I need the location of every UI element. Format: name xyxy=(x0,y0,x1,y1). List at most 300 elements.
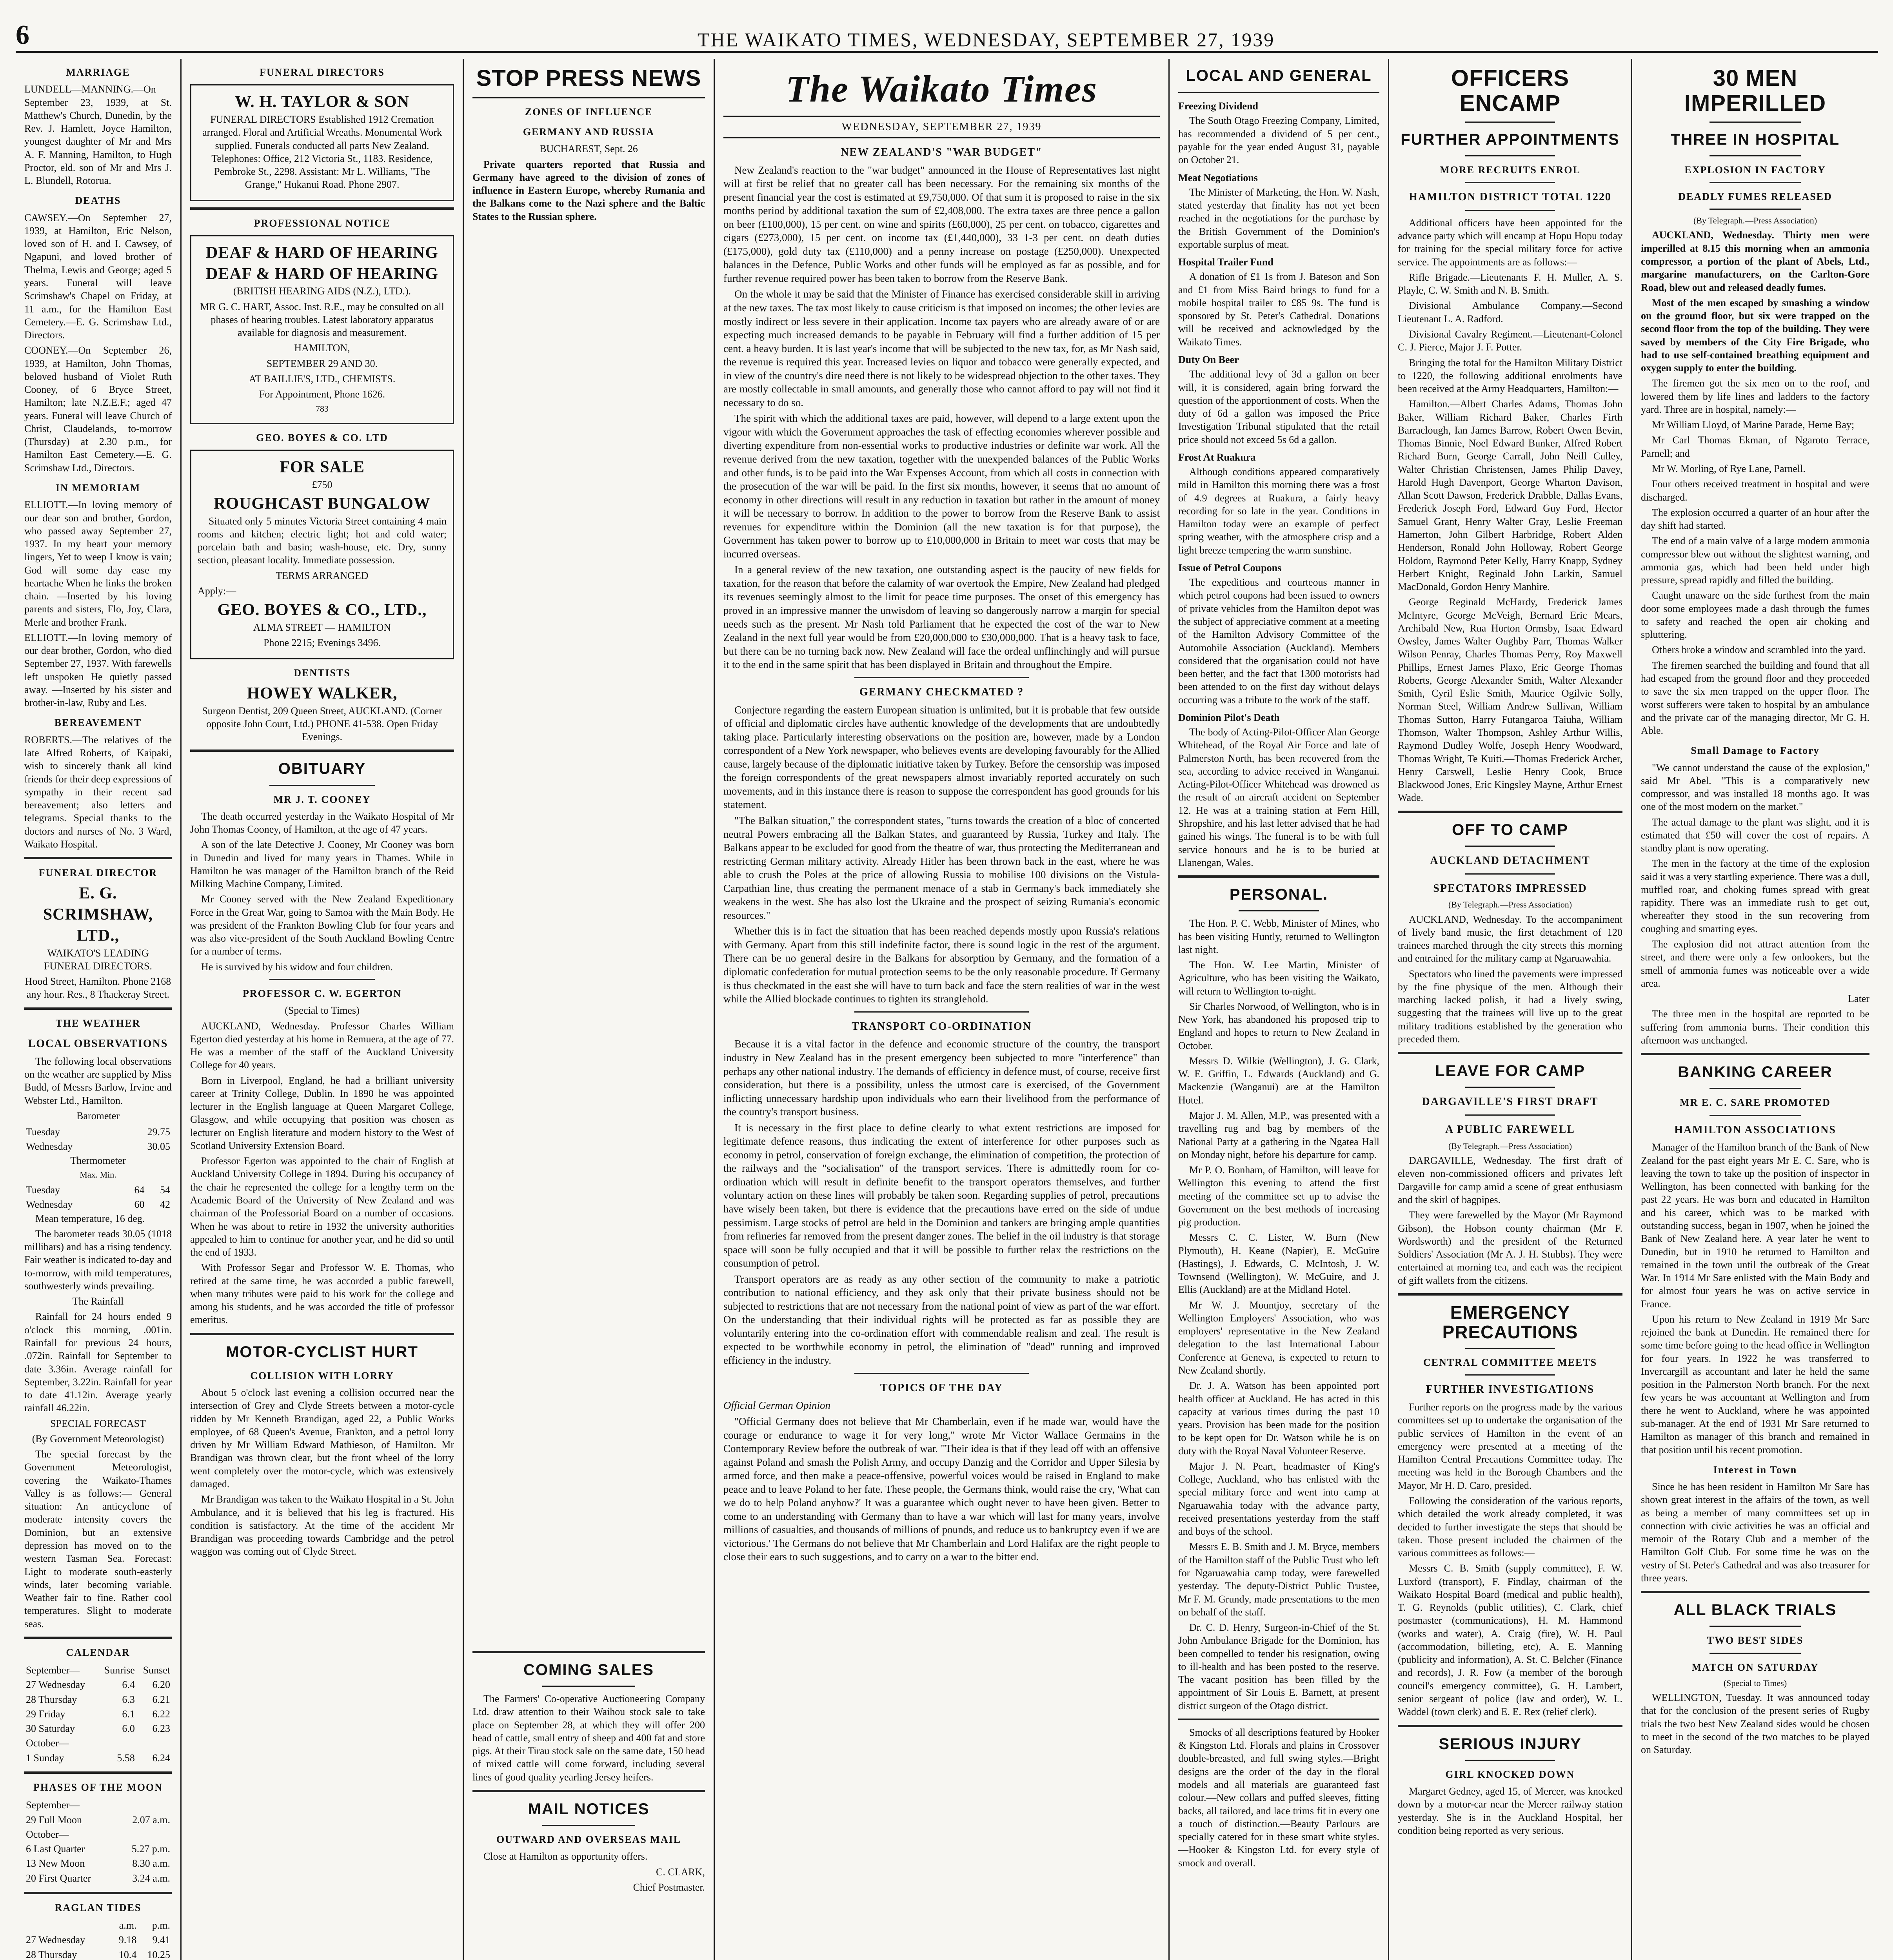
table-cell: 30 Saturday xyxy=(26,1723,75,1735)
weather-subheading: LOCAL OBSERVATIONS xyxy=(28,1037,168,1050)
table-cell: 6.23 xyxy=(152,1723,170,1735)
column-7 xyxy=(1631,59,1878,1960)
stop-press-dateline: BUCHAREST, Sept. 26 xyxy=(540,143,638,155)
table-cell: October— xyxy=(26,1828,69,1840)
divider xyxy=(1465,210,1555,211)
camp-subheading: AUCKLAND DETACHMENT xyxy=(1430,854,1590,867)
imperilled-subheading-3: DEADLY FUMES RELEASED xyxy=(1678,191,1832,203)
divider xyxy=(1641,1591,1869,1593)
imperilled-paragraph: Caught unaware on the side furthest from the main door some employees made a dash through the fumes to safety and reached the open air choking and spluttering. xyxy=(1641,590,1869,641)
hearing-ad-venue: AT BAILLIE'S, LTD., CHEMISTS. xyxy=(249,373,396,385)
personal-heading: PERSONAL. xyxy=(1229,886,1328,904)
mail-notices-heading: MAIL NOTICES xyxy=(528,1800,650,1818)
table-header: p.m. xyxy=(152,1920,170,1931)
stop-press-subheading: ZONES OF INFLUENCE xyxy=(525,106,653,118)
divider xyxy=(190,207,454,210)
editorial-paragraph: New Zealand's reaction to the "war budget" announced in the House of Representatives last night will at first be relief that no greater call has been necessary. For the remaining six months of the present financial year the cost is estimated at £9,750,000. Of that sum it is proposed to raise in the six months period by additional taxation the sum of £2,408,000. The extra taxes are three pence a gallon on beer (£100,000), 15 per cent. on wine and spirits (£60,000), 25 per cent. on tobacco, cigarettes and cigars (£273,000), 15 per cent. on income tax (£1,440,000), 33 1-3 per cent. on death duties (£175,000), gold duty tax (£110,000) and a penny increase on postage (£250,000). Unexpected balances in the Defence, Public Works and other funds will be employed as far as possible, and for further revenue required power has been taken to borrow from the Reserve Bank. xyxy=(723,164,1160,284)
divider xyxy=(1465,122,1555,123)
officers-paragraph: Rifle Brigade.—Lieutenants F. H. Muller, A. S. Playle, C. W. Smith and N. B. Smith. xyxy=(1398,271,1622,296)
emergency-subheading: CENTRAL COMMITTEE MEETS xyxy=(1423,1357,1597,1368)
emergency-paragraph: Messrs C. B. Smith (supply committee), F. W. Luxford (transport), F. Findlay, chairman of the Waikato Hospital Board (medical and public health), T. G. Reynolds (public utilities), C. Clark, chief postmaster (communications), H. M. Hammond (works and water), A. Craig (fire), W. H. Paul (accommodation, billeting, etc), A. E. Manning (publicity and information), A. St. C. Belcher (Finance and records), J. R. Fow (a member of the borough council's emergency committee), G. H. Lambert, senior sergeant of police (law and order), W. L. Waddel (town clerk) and E. E. Rex (relief clerk). xyxy=(1398,1563,1622,1718)
smocks-advertisement: Smocks of all descriptions featured by Hooker & Kingston Ltd. Florals and plains in Crossover double-breasted, and full swing styles.—Bright designs are the order of the day in the floral models and all materials are guaranteed fast colour.—New collars and puffed sleeves, fitting backs, all tailored, and lace trims fit in every one a touch of distinction.—Beauty Parlours are specially catered for in these smart white styles.—Hooker & Kingston Ltd. for every style of smock and overall. xyxy=(1178,1726,1379,1869)
hearing-ad-ref: 783 xyxy=(316,403,329,414)
divider xyxy=(1398,1052,1622,1054)
divider xyxy=(854,1011,1029,1013)
divider xyxy=(472,97,705,98)
forecast-text: The special forecast by the Government Meteorologist, covering the Waikato-Thames Valley is as follows:— General situation: An anticyclone of moderate intensity covers the Dominion, but an extensive depression has moved on to the western Tasman Sea. Forecast: Light to moderate south-easterly winds, later becoming variable. Weather fair to fine. Rather cool temperatures. Slight to moderate seas. xyxy=(24,1448,172,1630)
table-cell xyxy=(136,1736,172,1750)
table-cell: 3.24 a.m. xyxy=(132,1872,170,1884)
camp-press: (By Telegraph.—Press Association) xyxy=(1448,900,1572,910)
officers-subheading: FURTHER APPOINTMENTS xyxy=(1401,131,1620,148)
divider xyxy=(1398,811,1622,813)
thermometer-columns: Max. Min. xyxy=(80,1169,116,1180)
table-row xyxy=(24,1721,172,1736)
camp-paragraph: AUCKLAND, Wednesday. To the accompaniment of lively band music, the first detachment of 120 trainees marched through the city streets this morning and entrained for the military camp at Ngaruawahia. xyxy=(1398,913,1622,964)
bereavement-heading: BEREAVEMENT xyxy=(54,717,142,729)
divider xyxy=(1178,875,1379,878)
hearing-ad-text: MR G. C. HART, Assoc. Inst. R.E., may be consulted on all phases of hearing troubles. Latest laboratory apparatus available for diagnosis and measurement. xyxy=(200,301,444,339)
table-cell: 28 Thursday xyxy=(26,1949,77,1960)
table-cell: 27 Wednesday xyxy=(26,1934,85,1946)
table-cell: 28 Thursday xyxy=(26,1693,77,1705)
thermometer-table xyxy=(24,1183,172,1212)
deaths-heading: DEATHS xyxy=(75,195,121,207)
weather-heading: THE WEATHER xyxy=(55,1017,141,1029)
motorcyclist-subheading: COLLISION WITH LORRY xyxy=(250,1370,394,1381)
imperilled-lead: AUCKLAND, Wednesday. Thirty men were imperilled at 8.15 this morning when an ammonia compressor, a portion of the plant of Abels, Ltd., margarine manufacturers, on the Carlton-Gore Road, blew out and released deadly fumes. xyxy=(1641,229,1869,293)
table-row xyxy=(24,1677,172,1692)
funeral-ad-name: W. H. TAYLOR & SON xyxy=(234,93,410,111)
obituary-subheading: MR J. T. COONEY xyxy=(273,793,371,805)
table-cell: 1 Sunday xyxy=(26,1752,64,1764)
table-row xyxy=(24,1871,172,1886)
leave-paragraph: DARGAVILLE, Wednesday. The first draft of eleven non-commissioned officers and privates left Dargaville for camp amid a scene of great enthusiasm and the skirl of bagpipes. xyxy=(1398,1155,1622,1206)
mean-temperature: Mean temperature, 16 deg. xyxy=(35,1212,145,1224)
divider xyxy=(1398,1293,1622,1296)
obituary-paragraph: With Professor Segar and Professor W. E. Thomas, who retired at the same time, he was accorded a public farewell, when many tributes were paid to his work for the college and among his students, and he was accorded the title of professor emeritus. xyxy=(190,1262,454,1326)
obituary-subheading-2: PROFESSOR C. W. EGERTON xyxy=(242,988,402,1000)
divider xyxy=(24,857,172,859)
funeral-directors-ad xyxy=(190,84,454,201)
table-cell: 9.18 xyxy=(118,1934,137,1946)
rainfall-text: Rainfall for 24 hours ended 9 o'clock this morning, .001in. Rainfall for previous 24 hours, .072in. Rainfall for September to date 3.36in. Average rainfall for September, 3.22in. Rainfall for year to date 41.12in. Average yearly rainfall 46.22in. xyxy=(24,1311,172,1414)
imperilled-heading: 30 MEN IMPERILLED xyxy=(1684,65,1826,116)
leave-press: (By Telegraph.—Press Association) xyxy=(1448,1141,1572,1151)
table-cell: 6.3 xyxy=(122,1693,135,1705)
divider xyxy=(190,750,454,752)
editorial-heading: NEW ZEALAND'S "WAR BUDGET" xyxy=(841,146,1043,158)
personal-paragraph: The Hon. W. Lee Martin, Minister of Agriculture, who has been visiting the Waikato, will return to Wellington to-night. xyxy=(1178,959,1379,997)
germany-paragraph: Conjecture regarding the eastern European situation is unlimited, but it is probable that few outside of official and diplomatic circles have authentic knowledge of the developments that are undoubtedly taking place. Particularly interesting observations on the position are, however, made by a London correspondent of a New York newspaper, who believes events are developing favourably for the Allied cause, largely because of the diplomatic initiative taken by Turkey. Before the censorship was imposed the foreign correspondents of the great newspapers almost invariably reported accurately on such movements, and in this instance there is reason to suppose the correspondent has good grounds for his statement. xyxy=(723,704,1160,811)
divider xyxy=(24,1771,172,1774)
funeral-director-heading: FUNERAL DIRECTOR xyxy=(38,867,158,879)
divider xyxy=(1465,846,1555,847)
obituary-special: (Special to Times) xyxy=(285,1005,360,1016)
item-title: Dominion Pilot's Death xyxy=(1178,711,1280,723)
officers-paragraph: Bringing the total for the Hamilton Military District to 1220, the following additional enrolments have been received at the Army Headquarters, Hamilton:— xyxy=(1398,357,1622,395)
table-cell: September— xyxy=(26,1799,80,1811)
funeral-directors-heading: FUNERAL DIRECTORS xyxy=(260,67,385,78)
divider xyxy=(24,1007,172,1010)
mail-notices-text: Close at Hamilton as opportunity offers. xyxy=(483,1851,648,1862)
imperilled-paragraph: Mr William Lloyd, of Marine Parade, Herne Bay; xyxy=(1652,419,1855,431)
table-cell: 2.07 a.m. xyxy=(132,1814,170,1826)
marriage-notice: LUNDELL—MANNING.—On September 23, 1939, at St. Matthew's Church, Dunedin, by the Rev. J. Hamlett, Joyce Hamilton, youngest daughter of Mr and Mrs A. F. Manning, Hamilton, to Hugh Proctor, eld. son of Mr and Mrs J. L. Blundell, Rotorua. xyxy=(24,83,172,187)
injury-text: Margaret Gedney, aged 15, of Mercer, was knocked down by a motor-car near the Mercer railway station yesterday. She is in the Auckland Hospital, her condition being reported as very serious. xyxy=(1398,1785,1622,1836)
table-cell: 10.4 xyxy=(118,1949,137,1960)
personal-paragraph: Sir Charles Norwood, of Wellington, who is in New York, has abandoned his proposed trip to England and hopes to return to New Zealand in October. xyxy=(1178,1000,1379,1051)
dentist-name: HOWEY WALKER, xyxy=(247,684,398,702)
emergency-paragraph: Following the consideration of the various reports, which detailed the work already completed, it was decided to further investigate the steps that should be taken. Those present included the chairmen of the various committees as follows:— xyxy=(1398,1495,1622,1559)
divider xyxy=(24,1637,172,1639)
item-text: The additional levy of 3d a gallon on beer will, it is considered, again bring forward the question of the apportionment of costs. When the duty of 6d a gallon was imposed the Price Investigation Tribunal stipulated that the retail price should not exceed 5s 6d a gallon. xyxy=(1178,368,1379,445)
memoriam-heading: IN MEMORIAM xyxy=(55,482,141,494)
weather-intro: The following local observations on the weather are supplied by Miss Budd, of Messrs Barlow, Irvine and Webster Ltd., Hamilton. xyxy=(24,1055,172,1106)
motorcyclist-paragraph: Mr Brandigan was taken to the Waikato Hospital in a St. John Ambulance, and it is believed that his leg is fractured. His condition is satisfactory. At the time of the accident Mr Brandigan was proceeding towards Cambridge and the petrol waggon was coming out of Clyde Street. xyxy=(190,1494,454,1557)
table-cell: Wednesday xyxy=(26,1141,73,1152)
divider xyxy=(1641,1053,1869,1055)
divider xyxy=(1465,1114,1555,1116)
barometer-label: Barometer xyxy=(76,1110,120,1122)
divider xyxy=(1465,1760,1555,1761)
divider xyxy=(1178,1719,1379,1720)
editorial-date: WEDNESDAY, SEPTEMBER 27, 1939 xyxy=(723,116,1160,138)
table-cell xyxy=(116,1798,172,1812)
officers-paragraph: Divisional Ambulance Company.—Second Lieutenant L. A. Radford. xyxy=(1398,300,1622,325)
germany-heading: GERMANY CHECKMATED ? xyxy=(859,686,1024,698)
stop-press-text: Private quarters reported that Russia and Germany have agreed to the division of zones of influence in Eastern Europe, whereby Rumania and the Balkans come to the Nazi sphere and the Baltic States to the Russian sphere. xyxy=(472,158,705,222)
imperilled-paragraph: "We cannot understand the cause of the explosion," said Mr Abel. "This is a comparatively new compressor, and was installed 18 months ago. It was one of the most modern on the market." xyxy=(1641,762,1869,813)
divider xyxy=(854,1373,1029,1374)
table-cell: 29.75 xyxy=(147,1126,170,1138)
editorial-paragraph: In a general review of the new taxation, one outstanding aspect is the paucity of new fields for taxation, for the reason that before the calamity of war overtook the Empire, New Zealand had pledged its revenues seemingly almost to the limit for peace time purposes. The onset of this emergency has proved in an impressive manner the unwisdom of leaving so dangerously narrow a margin for special needs such as the present. Mr Nash told Parliament that he expected the cost of the war to New Zealand in the next full year would be from £20,000,000 to £30,000,000. That is a heavy task to face, but there can be no turning back now. New Zealand will face the ordeal unflinchingly and will pursue it to the end in the same spirit that has been displayed in Britain and throughout the Empire. xyxy=(723,564,1160,671)
table-cell: 29 Full Moon xyxy=(26,1814,82,1826)
rainfall-label: The Rainfall xyxy=(72,1296,124,1307)
table-cell: 10.25 xyxy=(147,1949,170,1960)
divider xyxy=(1398,1725,1622,1727)
table-cell: 60 xyxy=(134,1199,145,1210)
funeral-director-tagline: WAIKATO'S LEADING FUNERAL DIRECTORS. xyxy=(44,947,152,972)
table-cell: October— xyxy=(26,1737,69,1749)
funeral-director-address: Hood Street, Hamilton. Phone 2168 any hour. Res., 8 Thackeray Street. xyxy=(25,976,171,1000)
imperilled-subheading: THREE IN HOSPITAL xyxy=(1670,131,1840,148)
table-cell: Tuesday xyxy=(26,1126,60,1138)
thermometer-label: Thermometer xyxy=(70,1154,126,1166)
table-row xyxy=(24,1918,172,1933)
personal-paragraph: Dr. C. D. Henry, Surgeon-in-Chief of the St. John Ambulance Brigade for the Dominion, has been compelled to tender his resignation, owing to ill-health and has been posted to the reserve. The vacant position has been filled by the appointment of Sir Louis E. Barnett, at present district surgeon of the Otago district. xyxy=(1178,1622,1379,1711)
imperilled-later: Later xyxy=(1848,993,1869,1005)
imperilled-paragraph: The firemen got the six men on to the roof, and lowered them by life lines and ladders to the factory yard. Three are in hospital, namely:— xyxy=(1641,377,1869,415)
topics-paragraph: "Official Germany does not believe that Mr Chamberlain, even if he made war, would have the courage or endurance to wage it for very long," wrote Mr Victor Wallace Germains in the Contemporary Review before the outbreak of war. "Their idea is that if they lead off with an offensive against Poland and smash the Polish Army, and occupy Danzig and the Corridor and Upper Silesia by armed force, and then make a peace-offensive, powerful voices would be raised in England to make peace and to leave Poland to her fate. These people, the Germans think, would raise the cry, 'What can we do to help Poland anyhow?' It was a guarantee which ought never to have been given. Better to come to an understanding with Germany than to have a war which will last for many years, involve millions of casualties, and thousands of millions of pounds, and reduce us to bankruptcy even if we are victorious.' The Germans do not believe that Mr Chamberlain and Lord Halifax are the right people to close their ears to such suggestions, and to carry on a war to the bitter end. xyxy=(723,1415,1160,1563)
table-cell: 6.24 xyxy=(152,1752,170,1764)
table-header: Sunset xyxy=(143,1664,170,1676)
masthead: The Waikato Times xyxy=(786,68,1097,110)
imperilled-paragraph: Others broke a window and scrambled into the yard. xyxy=(1652,644,1866,656)
motorcyclist-heading: MOTOR-CYCLIST HURT xyxy=(226,1343,418,1361)
local-general-heading: LOCAL AND GENERAL xyxy=(1186,67,1372,84)
table-cell: 6 Last Quarter xyxy=(26,1843,85,1855)
for-sale-apply: Apply:— xyxy=(198,585,236,597)
officers-heading: OFFICERS ENCAMP xyxy=(1451,65,1570,116)
personal-paragraph: Messrs D. Wilkie (Wellington), J. G. Clark, W. E. Griffin, L. Edwards (Auckland) and G. Mackenzie (Wanganui) are at the Hamilton Hotel. xyxy=(1178,1055,1379,1106)
calendar-heading: CALENDAR xyxy=(66,1646,130,1658)
imperilled-paragraph: Mr Carl Thomas Ekman, of Ngaroto Terrace, Parnell; and xyxy=(1641,434,1869,459)
injury-heading: SERIOUS INJURY xyxy=(1439,1735,1582,1753)
emergency-paragraph: Further reports on the progress made by the various committees set up to undertake the organisation of the public services of Hamilton in the event of an emergency were presented at a meeting of the Hamilton Central Precautions Committee today. The meeting was held in the Borough Chambers and the Mayor, Mr H. D. Caro, presided. xyxy=(1398,1401,1622,1491)
table-cell: 6.1 xyxy=(122,1708,135,1720)
for-sale-price: £750 xyxy=(312,479,332,490)
table-cell: 9.41 xyxy=(152,1934,170,1946)
obituary-heading: OBITUARY xyxy=(278,760,366,778)
personal-paragraph: The Hon. P. C. Webb, Minister of Mines, who has been visiting Huntly, returned to Wellington last night. xyxy=(1178,918,1379,955)
column-2 xyxy=(180,59,463,1960)
item-text: The body of Acting-Pilot-Officer Alan George Whitehead, of the Royal Air Force and late of Palmerston North, has been recovered from the sea, according to advice received in Wanganui. Acting-Pilot-Officer Whitehead was drowned as the result of an aircraft accident on September 12. He was at a training station at Fern Hill, Shropshire, and his last letter advised that he had gained his wings. The funeral is to be with full service honours and he is to be buried at Llanengan, Wales. xyxy=(1178,726,1379,868)
divider xyxy=(269,979,375,980)
allblack-heading: ALL BLACK TRIALS xyxy=(1673,1601,1837,1619)
transport-paragraph: It is necessary in the first place to define clearly to what extent restrictions are imposed for legitimate defence reasons, thus indicating the extent of interference for other purposes such as economy in petrol, conservation of foreign exchange, the elimination of competition, the protection of the railways and the "socialisation" of the transport services. There is admittedly room for co-ordination which will result in definite benefit to the transport operators themselves, and further voluntary action on these lines will probably be taken soon. Regarding supplies of petrol, precautions have wisely been taken, but there is evidence that the precautions have erred on the side of undue pessimism. Large stocks of petrol are held in the Dominion and tankers are bringing ample quantities from refineries far removed from the present danger zones. The belief in the oil industry is that storage space will soon be fully occupied and that it will be possible to further relax the restrictions on the consumption of petrol. xyxy=(723,1122,1160,1269)
officers-paragraph: Divisional Cavalry Regiment.—Lieutenant-Colonel C. J. Pierce, Major J. F. Potter. xyxy=(1398,328,1622,353)
for-sale-type: ROUGHCAST BUNGALOW xyxy=(214,494,431,513)
divider xyxy=(1710,1626,1801,1627)
table-cell: 6.20 xyxy=(152,1679,170,1691)
table-cell: 6.0 xyxy=(122,1723,135,1735)
memoriam-notice: ELLIOTT.—In loving memory of our dear brother, Gordon, who died September 27, 1937. With farewells left unspoken He quietly passed away. —Inserted by his sister and brother-in-law, Ruby and Les. xyxy=(24,632,172,709)
for-sale-ad xyxy=(190,450,454,659)
column-6 xyxy=(1388,59,1631,1960)
officers-subheading-2: MORE RECRUITS ENROL xyxy=(1440,164,1581,176)
leave-subheading-2: A PUBLIC FAREWELL xyxy=(1445,1123,1575,1136)
weather-text: The barometer reads 30.05 (1018 millibars) and has a rising tendency. Fair weather is indicated to-day and to-morrow, with mild temperatures, southwesterly winds prevailing. xyxy=(24,1228,172,1292)
column-5 xyxy=(1168,59,1388,1960)
column-1 xyxy=(16,59,180,1960)
imperilled-subheading-2: EXPLOSION IN FACTORY xyxy=(1684,164,1826,176)
officers-subheading-3: HAMILTON DISTRICT TOTAL 1220 xyxy=(1409,191,1611,203)
boyes-heading: GEO. BOYES & CO. LTD xyxy=(256,432,388,443)
bereavement-notice: ROBERTS.—The relatives of the late Alfred Roberts, of Kaipaki, wish to sincerely thank all kind friends for their deep expressions of sympathy in their recent sad bereavement; also letters and telegrams. Special thanks to the doctors and nurses of No. 3 Ward, Waikato Hospital. xyxy=(24,734,172,850)
funeral-ad-text: FUNERAL DIRECTORS Established 1912 Cremation arranged. Floral and Artificial Wreaths. Monumental Work supplied. Funerals conducted all parts New Zealand. Telephones: Office, 212 Victoria St., 1183. Residence, Pembroke St., 2298. Assistant: Mr L. Williams, "The Grange," Hukanui Road. Phone 2907. xyxy=(202,114,442,191)
germany-paragraph: Whether this is in fact the situation that has been reached depends mostly upon Russia's relations with Germany. Apart from this still indefinite factor, there is sound logic in the rest of the argument. There can be no general desire in the Balkans for absorption by Germany, and the formation of a diplomatic confederation for mutual protection seems to be the only reasonable procedure. If Germany is thus checkmated in the east she will have to turn back and face the stern realities of war in the west while the Allied blockade continues to tighten its stranglehold. xyxy=(723,925,1160,1005)
stop-press-heading: STOP PRESS NEWS xyxy=(476,65,701,91)
table-row xyxy=(24,1183,172,1197)
divider xyxy=(1710,209,1801,210)
table-cell: 6.4 xyxy=(122,1679,135,1691)
stop-press-subheading-2: GERMANY AND RUSSIA xyxy=(523,126,655,138)
table-cell xyxy=(97,1736,136,1750)
obituary-paragraph: The death occurred yesterday in the Waikato Hospital of Mr John Thomas Cooney, of Hamilton, at the age of 47 years. xyxy=(190,810,454,835)
hearing-ad-place: HAMILTON, xyxy=(294,342,350,354)
table-row xyxy=(24,1139,172,1154)
death-notice: CAWSEY.—On September 27, 1939, at Hamilton, Eric Nelson, loved son of H. and I. Cawsey, of Ngapuni, and loved brother of Thelma, Lewis and George; aged 5 years. Funeral will leave Scrimshaw's Chapel on Friday, at 11 a.m., for the Hamilton East Cemetery.—E. G. Scrimshaw Ltd., Directors. xyxy=(24,212,172,341)
mail-notices-signature-title: Chief Postmaster. xyxy=(633,1881,705,1893)
running-header xyxy=(16,16,1878,53)
divider xyxy=(1710,1088,1801,1089)
forecast-label: SPECIAL FORECAST xyxy=(50,1417,146,1429)
table-cell: Tuesday xyxy=(26,1184,60,1196)
table-cell: 54 xyxy=(160,1184,170,1196)
tides-heading: RAGLAN TIDES xyxy=(55,1902,142,1913)
divider xyxy=(1178,92,1379,93)
imperilled-subheading-4: Small Damage to Factory xyxy=(1691,745,1820,757)
banking-paragraph: Manager of the Hamilton branch of the Bank of New Zealand for the past eight years Mr E. C. Sare, who is leaving the town to take up the position of inspector in Wellington, has been connected with banking for the past 22 years. He was born and educated in Hamilton and his career, which was to be marked with outstanding success, began in 1907, when he joined the Bank of New Zealand here. A year later he went to Dunedin, but in 1910 he returned to Hamilton and remained in the town until the outbreak of the Great War. In 1914 Mr Sare enlisted with the Main Body and for almost four years he was on active service in France. xyxy=(1641,1142,1869,1310)
coming-sales-text: The Farmers' Co-operative Auctioneering Company Ltd. draw attention to their Waihou stock sale to take place on September 28, at which they will offer 200 head of cattle, small entry of sheep and 400 fat and store pigs. At their Tirau stock sale on the same date, 150 head of mixed cattle will come forward, including several lines of good quality yearling Jersey heifers. xyxy=(472,1693,705,1783)
marriage-heading: MARRIAGE xyxy=(66,67,130,78)
table-row xyxy=(24,1751,172,1765)
item-text: A donation of £1 1s from J. Bateson and Son and £1 from Miss Baird brings to fund for a mobile hospital trailer to £85 9s. The fund is sponsored by St. Peter's Cathedral. Donations will be received and acknowledged by the Waikato Times. xyxy=(1178,271,1379,348)
table-cell: 6.21 xyxy=(152,1693,170,1705)
germany-paragraph: "The Balkan situation," the correspondent states, "turns towards the creation of a bloc of concerted neutral Powers embracing all the Balkan States, and guaranteed by Russia, Turkey and Italy. The Balkans appear to be excluded for good from the theatre of war, thus protecting the Mediterranean and restricting German military activity. Already Hitler has been thrown back in the east, where he was able to crush the Poles at the price of allowing Russia to mobilise 100 divisions on the Vistula-Carpathian line, thus creating the permanent menace of a stab in Germany's back immediately she weakens in the west. She has also lost the Ukraine and the prospect of seizing Rumania's economic resources." xyxy=(723,814,1160,921)
moon-heading: PHASES OF THE MOON xyxy=(33,1781,163,1793)
divider xyxy=(1465,1087,1555,1088)
calendar-table xyxy=(24,1663,172,1765)
officers-paragraph: Additional officers have been appointed for the advance party which will encamp at Hopu Hopu today for training for the special military force for active service. The appointments are as follows:— xyxy=(1398,217,1622,268)
page-number: 6 xyxy=(16,20,29,50)
banking-subheading-3: Interest in Town xyxy=(1713,1464,1797,1475)
moon-table xyxy=(24,1798,172,1886)
divider xyxy=(1465,873,1555,875)
allblack-subheading: TWO BEST SIDES xyxy=(1707,1635,1804,1646)
divider xyxy=(1710,155,1801,156)
death-notice: COONEY.—On September 26, 1939, at Hamilton, John Thomas, beloved husband of Violet Ruth Cooney, of 6 Bryce Street, Hamilton; late N.Z.E.F.; aged 47 years. Funeral will leave Church of Christ, Claudelands, to-morrow (Thursday) at 2.30 p.m., for Hamilton East Cemetery.—E. G. Scrimshaw Ltd., Directors. xyxy=(24,345,172,474)
allblack-text: WELLINGTON, Tuesday. It was announced today that for the conclusion of the present series of Rugby trials the two best New Zealand sides would be chosen to meet in the second of the two matches to be played on Saturday. xyxy=(1641,1692,1869,1756)
imperilled-paragraph: The actual damage to the plant was slight, and it is estimated that £50 will cover the cost of repairs. A standby plant is now operating. xyxy=(1641,816,1869,854)
table-row xyxy=(24,1798,172,1812)
table-cell: 8.30 a.m. xyxy=(132,1858,170,1869)
item-text: The South Otago Freezing Company, Limited, has recommended a dividend of 5 per cent., payable for the year ended August 31, payable on October 21. xyxy=(1178,115,1379,166)
table-row xyxy=(24,1933,172,1947)
personal-paragraph: Major J. M. Allen, M.P., was presented with a travelling rug and bag by members of the National Party at a gathering in the Ngatea Hall on Monday night, before his departure for camp. xyxy=(1178,1109,1379,1160)
item-text: The expeditious and courteous manner in which petrol coupons had been issued to owners of private vehicles from the Hamilton depot was the subject of appreciative comment at a meeting of the Hamilton Advisory Committee of the Automobile Association (Auckland). Members considered that the organisation could not have been better, and the fact that 1300 motorists had been attended to on the first day without delays occurring was a tribute to the work of the staff. xyxy=(1178,577,1379,706)
table-row xyxy=(24,1125,172,1139)
divider xyxy=(854,677,1029,678)
obituary-paragraph: A son of the late Detective J. Cooney, Mr Cooney was born in Dunedin and lived for many years in Thames. While in Hamilton he was manager of the Hamilton branch of the Reid Milking Machine Company, Limited. xyxy=(190,839,454,890)
tides-table xyxy=(24,1918,172,1960)
transport-paragraph: Because it is a vital factor in the defence and economic structure of the country, the transport industry in New Zealand has in the present emergency been subjected to more "interference" than perhaps any other national industry. The demands of efficiency in defence must, of course, receive first consideration, but there is a possibility, unless the utmost care is exercised, of the Government inflicting unnecessary hardship upon individuals who earn their livelihood from the performance of the country's transport business. xyxy=(723,1038,1160,1118)
editorial-paragraph: The spirit with which the additional taxes are paid, however, will depend to a large extent upon the vigour with which the Government approaches the task of effecting economies wherever possible and diverting expenditure from non-essential works to productive industries or definite war work. All the revenue derived from the new taxation, together with the unexpended balances of the Public Works and other funds, is to be paid into the War Expenses Account, from which all costs in connection with the prosecution of the war will be paid. In the first six months, however, it seems that no amount of economy in other directions will result in any reduction in taxation but rather in the amount of money it will be necessary to borrow. In addition to the power to borrow from the Reserve Bank to assist revenues for expenditure within the Dominion (all the new taxation is for that purpose), the Government has taken power to borrow up to £10,000,000 in Britain to meet war costs that may be incurred overseas. xyxy=(723,412,1160,560)
divider xyxy=(24,1892,172,1894)
table-cell: Wednesday xyxy=(26,1199,73,1210)
item-title: Hospital Trailer Fund xyxy=(1178,256,1274,268)
table-cell: 64 xyxy=(134,1184,145,1196)
divider xyxy=(1239,910,1319,911)
banking-subheading: MR E. C. SARE PROMOTED xyxy=(1680,1097,1831,1109)
personal-paragraph: Mr W. J. Mountjoy, secretary of the Wellington Employers' Association, who was employers' representative in the New Zealand delegation to the last International Labour Conference at Geneva, is expected to return to New Zealand shortly. xyxy=(1178,1299,1379,1376)
obituary-paragraph: He is survived by his widow and four children. xyxy=(201,961,393,973)
obituary-paragraph: Born in Liverpool, England, he had a brilliant university career at Trinity College, Dublin. In 1890 he was appointed lecturer in the English language at Queen Margaret College, Glasgow, and while occupying that position was chosen as lecturer on English literature and modern history to the West of Scotland University Extension Board. xyxy=(190,1074,454,1151)
divider xyxy=(472,1790,705,1792)
hearing-ad-sub: (BRITISH HEARING AIDS (N.Z.), LTD.). xyxy=(233,285,411,297)
table-header xyxy=(24,1918,105,1933)
item-text: The Minister of Marketing, the Hon. W. Nash, stated yesterday that finality has not yet been reached in the negotiations for the purchase by the British Government of the Dominion's exportable surplus of meat. xyxy=(1178,186,1379,250)
divider xyxy=(1465,155,1555,156)
mail-notices-signature: C. CLARK, xyxy=(656,1866,705,1878)
forecast-sub: (By Government Meteorologist) xyxy=(32,1433,164,1445)
divider xyxy=(542,1825,635,1826)
table-cell: 20 First Quarter xyxy=(26,1872,91,1884)
obituary-paragraph: Mr Cooney served with the New Zealand Expeditionary Force in the Great War, going to Samoa with the Main Body. He was president of the Frankton Bowling Club for four years and was also vice-president of the South Auckland Bowling Centre for a number of terms. xyxy=(190,893,454,957)
obituary-paragraph: AUCKLAND, Wednesday. Professor Charles William Egerton died yesterday at his home in Remuera, at the age of 77. He was a member of the staff of the Auckland University College for 40 years. xyxy=(190,1020,454,1071)
camp-subheading-2: SPECTATORS IMPRESSED xyxy=(1433,882,1587,895)
banking-heading: BANKING CAREER xyxy=(1678,1063,1833,1081)
table-cell: 13 New Moon xyxy=(26,1858,85,1869)
table-row xyxy=(24,1813,172,1827)
transport-heading: TRANSPORT CO-ORDINATION xyxy=(852,1020,1032,1033)
item-title: Freezing Dividend xyxy=(1178,100,1258,112)
for-sale-address: ALMA STREET — HAMILTON xyxy=(253,622,391,633)
obituary-paragraph: Professor Egerton was appointed to the chair of English at Auckland University College in 1894. During his occupancy of the chair he represented the college for a lengthy term on the Academic Board of the University of New Zealand and was chairman of the Professorial Board on a number of occasions. When he was about to retire in 1932 the university authorities appealed to him to continue for another year, and he did so until the end of 1933. xyxy=(190,1155,454,1258)
motorcyclist-paragraph: About 5 o'clock last evening a collision occurred near the intersection of Grey and Clyde Streets between a motor-cycle ridden by Mr Kenneth Brandigan, aged 22, a Public Works employee, of 68 Queen's Avenue, Frankton, and a petrol lorry driven by Mr William Edward Mathieson, of Hamilton. Mr Brandigan was thrown clear, but the front wheel of the lorry went completely over the motor-cycle, which was extensively damaged. xyxy=(190,1387,454,1490)
table-row xyxy=(24,1663,172,1677)
divider xyxy=(1710,182,1801,183)
imperilled-paragraph: Mr W. Morling, of Rye Lane, Parnell. xyxy=(1652,463,1806,474)
imperilled-later-text: The three men in the hospital are reported to be suffering from ammonia burns. Their condition this afternoon was unchanged. xyxy=(1641,1008,1869,1046)
leave-heading: LEAVE FOR CAMP xyxy=(1435,1062,1585,1080)
for-sale-text: Situated only 5 minutes Victoria Street containing 4 main rooms and kitchen; electric light; hot and cold water; porcelain bath and basin; wash-house, etc. Dry, sunny section, pleasant locality. Immediate possession. xyxy=(198,515,447,566)
table-row xyxy=(24,1827,172,1842)
officers-paragraph: George Reginald McHardy, Frederick James McIntyre, George McVeigh, Bernard Eric Mears, Archibald New, Rua Horton Ormsby, Isaac Edward Owsley, James Walter Oughby Parr, Thomas Walker Wilson Penray, Charles Thomas Perry, Roy Maxwell Phillips, Ernest James Plaxo, Eric George Thomas Roberts, George Alexander Smith, Walter Alexander Smith, Cyril Eslie Smith, Maurice Ogilvie Solly, Norman Steel, William Andrew Sullivan, William Thomas Sutton, Harry Futangaroa Taiuha, William Thomson, Walter Thompson, Ashley Arthur Willis, Raymond Dudley Wolfe, Joseph Henry Woodward, Thomas Wright, Te Kuiti.—Thomas Frederick Archer, Henry Carswell, Leslie Henry Cook, Bruce Blackwood Jones, Eric Kingsley Mayne, Arthur Ernest Wade. xyxy=(1398,596,1622,804)
table-row xyxy=(24,1707,172,1721)
table-row xyxy=(24,1856,172,1871)
camp-heading: OFF TO CAMP xyxy=(1452,821,1568,838)
injury-subheading: GIRL KNOCKED DOWN xyxy=(1445,1768,1575,1780)
divider xyxy=(542,1686,635,1687)
divider xyxy=(1710,1653,1801,1654)
dentists-heading: DENTISTS xyxy=(294,667,351,679)
topics-subheading: Official German Opinion xyxy=(723,1399,830,1412)
table-row xyxy=(24,1736,172,1750)
allblack-subheading-2: MATCH ON SATURDAY xyxy=(1691,1661,1819,1673)
imperilled-paragraph: The end of a main valve of a large modern ammonia compressor blew out without the slightest warning, and ammonia gas, which had been held under high pressure, spread rapidly and filled the building. xyxy=(1641,535,1869,586)
imperilled-paragraph: The explosion did not attract attention from the street, and there were only a few onlookers, but the smell of ammonia fumes was noticeable over a wide area. xyxy=(1641,938,1869,989)
emergency-subheading-2: FURTHER INVESTIGATIONS xyxy=(1426,1383,1595,1396)
table-row xyxy=(24,1842,172,1856)
hearing-ad-title: DEAF & HARD OF HEARING xyxy=(206,265,438,283)
personal-paragraph: Dr. J. A. Watson has been appointed port health officer at Auckland. He has acted in this capacity at various times during the past 10 years. Provision has been made for the position to be kept open for Dr. Watson while he is on duty with the Royal Naval Volunteer Reserve. xyxy=(1178,1380,1379,1457)
professional-heading: PROFESSIONAL NOTICE xyxy=(254,217,391,229)
dentist-text: Surgeon Dentist, 209 Queen Street, AUCKLAND. (Corner opposite John Court, Ltd.) PHONE 41-538. Open Friday Evenings. xyxy=(202,705,442,743)
table-cell xyxy=(116,1827,172,1842)
imperilled-paragraph: The men in the factory at the time of the explosion said it was a very startling experience. There was a dull, muffled roar, and choking fumes spread with great rapidity. There was an immediate rush to get out, whereafter they stood in the sun recovering from coughing and smarting eyes. xyxy=(1641,858,1869,935)
imperilled-paragraph: The explosion occurred a quarter of an hour after the day shift had started. xyxy=(1641,506,1869,532)
item-title: Frost At Ruakura xyxy=(1178,451,1256,463)
table-cell: 5.58 xyxy=(117,1752,135,1764)
leave-paragraph: They were farewelled by the Mayor (Mr Raymond Gibson), the Hobson county chairman (Mr F. Wordsworth) and the president of the Returned Soldiers' Association (Mr A. J. H. Stubbs). They were entertained at morning tea, and each was the recipient of gift wallets from the citizens. xyxy=(1398,1209,1622,1286)
mail-notices-subheading: OUTWARD AND OVERSEAS MAIL xyxy=(496,1834,681,1846)
table-cell: 5.27 p.m. xyxy=(131,1843,170,1855)
personal-paragraph: Messrs C. C. Lister, W. Burn (New Plymouth), H. Keane (Napier), E. McGuire (Hastings), J. Edwards, C. McIntosh, J. W. Townsend (Wellington), W. McGuire, and J. Ellis (Auckland) are at the Midland Hotel. xyxy=(1178,1232,1379,1296)
imperilled-paragraph: The firemen searched the building and found that all had escaped from the ground floor and they proceeded to save the six men trapped on the upper floor. The worst sufferers were taken to hospital by an ambulance and the private car of the managing director, Mr G. H. Able. xyxy=(1641,659,1869,737)
divider xyxy=(1465,1374,1555,1376)
editorial-paragraph: On the whole it may be said that the Minister of Finance has exercised considerable skill in arriving at the new taxes. The tax most likely to cause criticism is that imposed on incomes; the other levies are mostly indirect or less severe in their application. Income tax payers who are already aware of or are expecting much increased demands to be payable in February will find a further addition of 15 per cent. a heavy burden. It is last year's income that will be subjected to the new tax, for, as Mr Nash said, the revenue is required this year. Increased levies on liquor and tobacco were generally expected, and in view of the country's dire need there is not likely to be widespread objection to the other taxes. They are mostly collectable in small amounts, and generally those who cannot afford to pay will not find it necessary to do so. xyxy=(723,288,1160,408)
officers-paragraph: Hamilton.—Albert Charles Adams, Thomas John Baker, William Richard Baker, Charles Firth Barraclough, Ian James Barrow, Robert Owen Bevin, Thomas Binnie, Noel Edward Bunker, Alfred Robert Richard Burn, George Carrall, John Neill Culley, Walter Christian Christensen, James Philip Davey, Harold Hugh Davenport, George Wharton Davison, Allan Scott Dawson, Frederick Drabble, Dallas Evans, Frederick Joseph Ford, Edward Guy Ford, Hector Samuel Grant, Henry Walter Gray, Leslie Freeman Hamerton, John Gilbert Harbridge, Robert Alden Henderson, Ronald John Holloway, Robert George Holdom, Raymond Peter Kelly, Harry Knapp, Sydney Herbert Knight, Reginald John Larkin, Samuel MacDonald, Gordon Henry Manhire. xyxy=(1398,398,1622,593)
topics-heading: TOPICS OF THE DAY xyxy=(880,1381,1003,1394)
imperilled-lead-2: Most of the men escaped by smashing a window on the ground floor, but six were trapped on the second floor from the top of the building. They were saved by members of the City Fire Brigade, who had to use self-contained breathing equipment and oxygen supply to enter the building. xyxy=(1641,297,1869,374)
table-cell: 6.22 xyxy=(152,1708,170,1720)
personal-paragraph: Major J. N. Peart, headmaster of King's College, Auckland, who has enlisted with the special military force and went into camp at Ngaruawahia today with the advance party, received presentations yesterday from the staff and boys of the school. xyxy=(1178,1460,1379,1537)
for-sale-firm: GEO. BOYES & CO., LTD., xyxy=(217,601,427,619)
hearing-ad-phone: For Appointment, Phone 1626. xyxy=(259,388,385,400)
table-row xyxy=(24,1947,172,1960)
divider xyxy=(1465,182,1555,183)
divider xyxy=(269,785,375,786)
item-title: Duty On Beer xyxy=(1178,354,1239,365)
leave-subheading: DARGAVILLE'S FIRST DRAFT xyxy=(1422,1096,1599,1108)
personal-paragraph: Mr P. O. Bonham, of Hamilton, will leave for Wellington this evening to attend the first meeting of the committee set up to advise the Government on the best methods of increasing pig production. xyxy=(1178,1164,1379,1228)
column-3 xyxy=(463,59,714,1960)
for-sale-terms: TERMS ARRANGED xyxy=(276,570,369,581)
table-cell: 30.05 xyxy=(147,1141,170,1152)
hearing-aid-ad xyxy=(190,235,454,424)
